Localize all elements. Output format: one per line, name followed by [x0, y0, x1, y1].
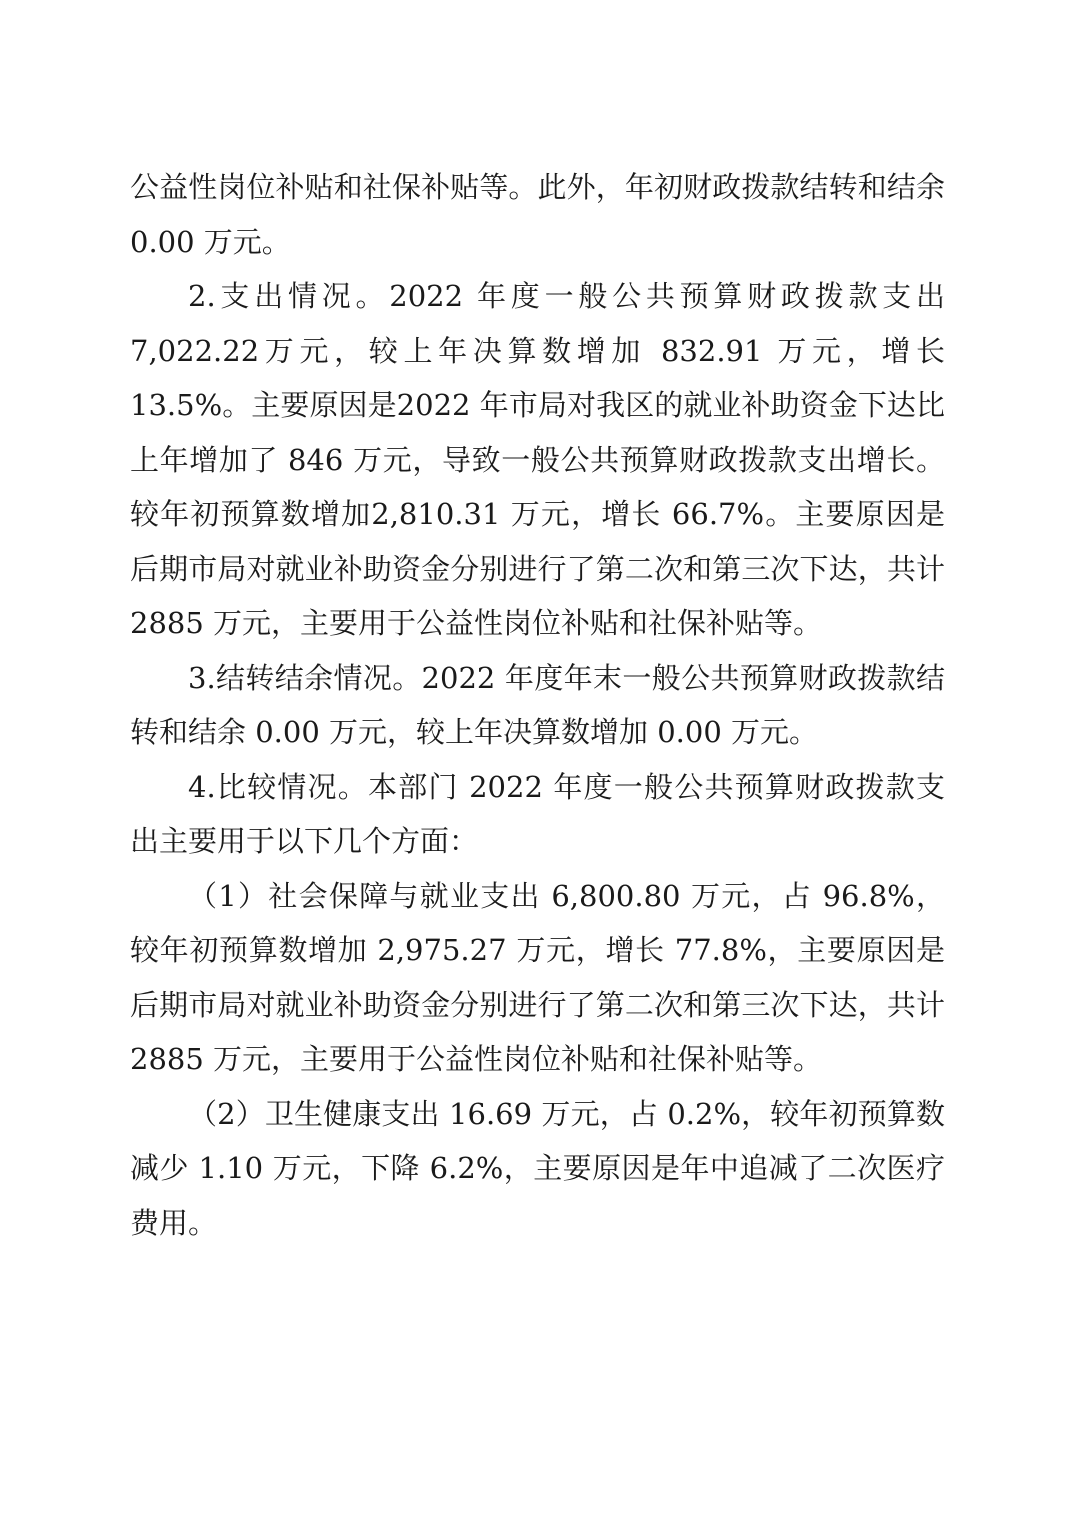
paragraph-comparison: 4.比较情况。本部门 2022 年度一般公共预算财政拨款支出主要用于以下几个方面： — [130, 769, 945, 858]
paragraph-social-security: （1）社会保障与就业支出 6,800.80 万元，占 96.8%，较年初预算数增加 2,975.27 万元，增长 77.8%，主要原因是后期市局对就业补助资金分别进行了第二次和第三次下达，共计 2885 万元，主要用于公益性岗位补贴和社保补贴等。 — [130, 878, 945, 1076]
paragraph-continuation: 公益性岗位补贴和社保补贴等。此外，年初财政拨款结转和结余0.00 万元。 — [130, 170, 945, 259]
paragraph-expenditure: 2.支出情况。2022 年度一般公共预算财政拨款支出 7,022.22万元，较上年决算数增加 832.91 万元，增长 13.5%。主要原因是2022 年市局对我区的就业补助资金下达比上年增加了 846 万元，导致一般公共预算财政拨款支出增长。较年初预算数增加2,810.31 万元，增长 66.7%。主要原因是后期市局对就业补助资金分别进行了第二次和第三次下达，共计 2885 万元，主要用于公益性岗位补贴和社保补贴等。 — [130, 279, 945, 640]
paragraph-carryover: 3.结转结余情况。2022 年度年末一般公共预算财政拨款结转和结余 0.00 万元，较上年决算数增加 0.00 万元。 — [130, 660, 945, 749]
document-body — [130, 160, 945, 1250]
paragraph-health: （2）卫生健康支出 16.69 万元，占 0.2%，较年初预算数减少 1.10 万元，下降 6.2%，主要原因是年中追减了二次医疗费用。 — [130, 1096, 945, 1240]
